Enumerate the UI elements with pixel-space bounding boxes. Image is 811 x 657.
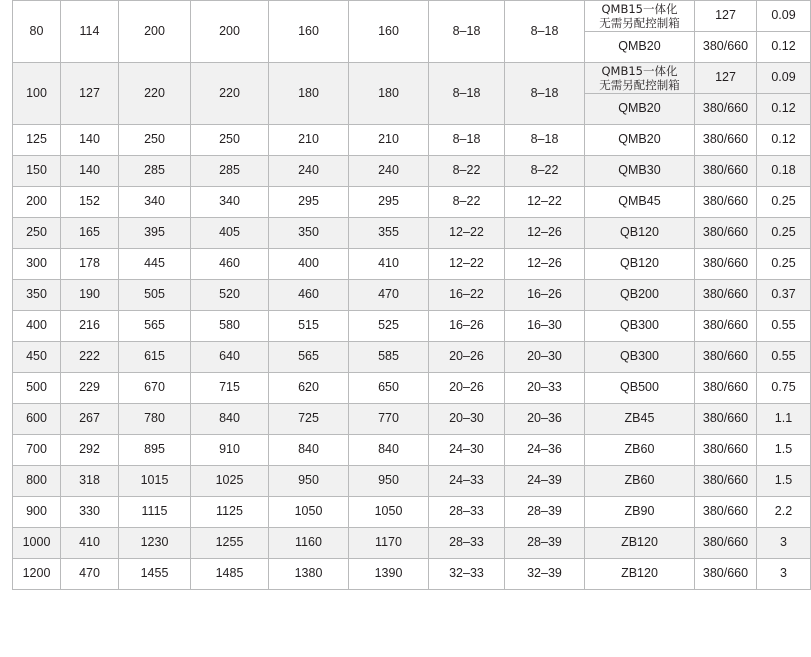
cell-b: 565 — [119, 311, 191, 342]
cell-voltage: 380/660 — [695, 466, 757, 497]
cell-e: 950 — [349, 466, 429, 497]
cell-d: 620 — [269, 373, 349, 404]
cell-a: 292 — [61, 435, 119, 466]
cell-model: QMB20 — [585, 94, 695, 125]
cell-power: 0.25 — [757, 187, 811, 218]
cell-power: 1.1 — [757, 404, 811, 435]
cell-c: 715 — [191, 373, 269, 404]
cell-d: 1050 — [269, 497, 349, 528]
cell-model: QMB45 — [585, 187, 695, 218]
cell-power: 3 — [757, 559, 811, 590]
table-row — [13, 528, 811, 559]
cell-g: 20–36 — [505, 404, 585, 435]
cell-power: 0.12 — [757, 125, 811, 156]
cell-d: 1160 — [269, 528, 349, 559]
cell-b: 285 — [119, 156, 191, 187]
cell-b: 615 — [119, 342, 191, 373]
cell-d: 950 — [269, 466, 349, 497]
cell-e: 525 — [349, 311, 429, 342]
cell-g: 24–36 — [505, 435, 585, 466]
cell-d: 160 — [269, 1, 349, 63]
table-row — [13, 1, 811, 32]
cell-b: 1230 — [119, 528, 191, 559]
cell-d: 460 — [269, 280, 349, 311]
cell-b: 220 — [119, 63, 191, 125]
cell-power: 0.09 — [757, 63, 811, 94]
cell-dn: 80 — [13, 1, 61, 63]
table-row — [13, 125, 811, 156]
cell-dn: 1000 — [13, 528, 61, 559]
cell-e: 585 — [349, 342, 429, 373]
cell-model: QB120 — [585, 249, 695, 280]
cell-f: 12–22 — [429, 218, 505, 249]
cell-e: 1050 — [349, 497, 429, 528]
cell-power: 0.25 — [757, 218, 811, 249]
table-row — [13, 373, 811, 404]
cell-d: 400 — [269, 249, 349, 280]
cell-model — [585, 63, 695, 94]
cell-voltage: 380/660 — [695, 435, 757, 466]
cell-a: 318 — [61, 466, 119, 497]
cell-g: 32–39 — [505, 559, 585, 590]
table-row — [13, 63, 811, 94]
cell-c: 200 — [191, 1, 269, 63]
table-body — [13, 1, 811, 590]
cell-d: 840 — [269, 435, 349, 466]
cell-e: 770 — [349, 404, 429, 435]
cell-voltage: 380/660 — [695, 528, 757, 559]
cell-voltage: 380/660 — [695, 497, 757, 528]
cell-b: 445 — [119, 249, 191, 280]
cell-f: 16–22 — [429, 280, 505, 311]
cell-b: 340 — [119, 187, 191, 218]
cell-voltage: 380/660 — [695, 404, 757, 435]
cell-c: 1125 — [191, 497, 269, 528]
cell-e: 650 — [349, 373, 429, 404]
table-row — [13, 497, 811, 528]
cell-voltage: 380/660 — [695, 218, 757, 249]
cell-f: 20–26 — [429, 373, 505, 404]
cell-voltage: 127 — [695, 63, 757, 94]
cell-g: 28–39 — [505, 497, 585, 528]
cell-e: 240 — [349, 156, 429, 187]
cell-model — [585, 1, 695, 32]
cell-model: ZB120 — [585, 528, 695, 559]
table-row — [13, 249, 811, 280]
cell-model: QB120 — [585, 218, 695, 249]
cell-dn: 1200 — [13, 559, 61, 590]
cell-g: 24–39 — [505, 466, 585, 497]
cell-dn: 600 — [13, 404, 61, 435]
cell-b: 1115 — [119, 497, 191, 528]
cell-d: 515 — [269, 311, 349, 342]
cell-c: 1485 — [191, 559, 269, 590]
table-row — [13, 218, 811, 249]
cell-a: 140 — [61, 125, 119, 156]
cell-f: 8–22 — [429, 156, 505, 187]
cell-g: 12–26 — [505, 249, 585, 280]
cell-voltage: 380/660 — [695, 342, 757, 373]
cell-d: 350 — [269, 218, 349, 249]
cell-c: 1025 — [191, 466, 269, 497]
cell-power: 0.09 — [757, 1, 811, 32]
cell-a: 140 — [61, 156, 119, 187]
cell-d: 180 — [269, 63, 349, 125]
cell-f: 12–22 — [429, 249, 505, 280]
cell-g: 16–30 — [505, 311, 585, 342]
cell-g: 12–22 — [505, 187, 585, 218]
cell-g: 12–26 — [505, 218, 585, 249]
cell-f: 8–22 — [429, 187, 505, 218]
cell-dn: 450 — [13, 342, 61, 373]
cell-e: 1390 — [349, 559, 429, 590]
cell-voltage: 380/660 — [695, 32, 757, 63]
cell-voltage: 127 — [695, 1, 757, 32]
cell-voltage: 380/660 — [695, 311, 757, 342]
cell-dn: 800 — [13, 466, 61, 497]
cell-b: 780 — [119, 404, 191, 435]
cell-f: 8–18 — [429, 63, 505, 125]
cell-voltage: 380/660 — [695, 280, 757, 311]
cell-b: 670 — [119, 373, 191, 404]
cell-e: 1170 — [349, 528, 429, 559]
cell-g: 16–26 — [505, 280, 585, 311]
cell-b: 395 — [119, 218, 191, 249]
cell-e: 410 — [349, 249, 429, 280]
cell-dn: 500 — [13, 373, 61, 404]
cell-f: 20–26 — [429, 342, 505, 373]
cell-f: 28–33 — [429, 528, 505, 559]
cell-model: QB200 — [585, 280, 695, 311]
cell-power: 3 — [757, 528, 811, 559]
cell-b: 1455 — [119, 559, 191, 590]
cell-b: 505 — [119, 280, 191, 311]
cell-c: 460 — [191, 249, 269, 280]
cell-a: 165 — [61, 218, 119, 249]
cell-c: 220 — [191, 63, 269, 125]
cell-c: 285 — [191, 156, 269, 187]
cell-model: QB500 — [585, 373, 695, 404]
cell-model: QB300 — [585, 342, 695, 373]
cell-dn: 200 — [13, 187, 61, 218]
cell-a: 229 — [61, 373, 119, 404]
cell-c: 250 — [191, 125, 269, 156]
cell-e: 160 — [349, 1, 429, 63]
cell-power: 0.55 — [757, 311, 811, 342]
cell-voltage: 380/660 — [695, 559, 757, 590]
cell-a: 190 — [61, 280, 119, 311]
table-row — [13, 559, 811, 590]
cell-f: 28–33 — [429, 497, 505, 528]
cell-c: 640 — [191, 342, 269, 373]
cell-a: 127 — [61, 63, 119, 125]
cell-voltage: 380/660 — [695, 94, 757, 125]
cell-b: 1015 — [119, 466, 191, 497]
cell-f: 8–18 — [429, 1, 505, 63]
cell-dn: 400 — [13, 311, 61, 342]
cell-model: ZB60 — [585, 435, 695, 466]
cell-dn: 300 — [13, 249, 61, 280]
cell-power: 0.18 — [757, 156, 811, 187]
cell-c: 1255 — [191, 528, 269, 559]
cell-a: 330 — [61, 497, 119, 528]
model-text-line: QMB15一体化 — [601, 63, 678, 78]
cell-d: 565 — [269, 342, 349, 373]
cell-voltage: 380/660 — [695, 187, 757, 218]
cell-dn: 250 — [13, 218, 61, 249]
cell-f: 24–30 — [429, 435, 505, 466]
cell-e: 355 — [349, 218, 429, 249]
cell-c: 580 — [191, 311, 269, 342]
cell-g: 8–18 — [505, 125, 585, 156]
specification-table — [12, 0, 811, 590]
cell-e: 470 — [349, 280, 429, 311]
cell-model: ZB90 — [585, 497, 695, 528]
cell-g: 28–39 — [505, 528, 585, 559]
cell-power: 2.2 — [757, 497, 811, 528]
cell-a: 222 — [61, 342, 119, 373]
cell-a: 470 — [61, 559, 119, 590]
cell-c: 520 — [191, 280, 269, 311]
cell-model: QMB30 — [585, 156, 695, 187]
cell-d: 240 — [269, 156, 349, 187]
cell-f: 8–18 — [429, 125, 505, 156]
cell-d: 295 — [269, 187, 349, 218]
cell-e: 210 — [349, 125, 429, 156]
cell-e: 295 — [349, 187, 429, 218]
model-text-line: 无需另配控制箱 — [599, 78, 680, 92]
table-row — [13, 156, 811, 187]
table-row — [13, 404, 811, 435]
cell-a: 114 — [61, 1, 119, 63]
cell-g: 8–18 — [505, 63, 585, 125]
table-row — [13, 280, 811, 311]
cell-a: 267 — [61, 404, 119, 435]
cell-e: 840 — [349, 435, 429, 466]
table-row — [13, 466, 811, 497]
cell-voltage: 380/660 — [695, 373, 757, 404]
cell-power: 0.25 — [757, 249, 811, 280]
cell-dn: 125 — [13, 125, 61, 156]
table-row — [13, 342, 811, 373]
model-text-line: 无需另配控制箱 — [599, 16, 680, 30]
cell-voltage: 380/660 — [695, 156, 757, 187]
cell-model: QMB20 — [585, 125, 695, 156]
cell-model: ZB45 — [585, 404, 695, 435]
cell-dn: 100 — [13, 63, 61, 125]
cell-a: 178 — [61, 249, 119, 280]
cell-power: 0.12 — [757, 94, 811, 125]
cell-b: 200 — [119, 1, 191, 63]
cell-f: 24–33 — [429, 466, 505, 497]
cell-model: QB300 — [585, 311, 695, 342]
cell-power: 1.5 — [757, 435, 811, 466]
cell-model: QMB20 — [585, 32, 695, 63]
cell-g: 20–33 — [505, 373, 585, 404]
cell-voltage: 380/660 — [695, 249, 757, 280]
cell-dn: 150 — [13, 156, 61, 187]
cell-power: 0.75 — [757, 373, 811, 404]
cell-model: ZB120 — [585, 559, 695, 590]
cell-c: 340 — [191, 187, 269, 218]
cell-g: 8–18 — [505, 1, 585, 63]
cell-f: 32–33 — [429, 559, 505, 590]
cell-e: 180 — [349, 63, 429, 125]
cell-dn: 900 — [13, 497, 61, 528]
cell-dn: 350 — [13, 280, 61, 311]
cell-a: 152 — [61, 187, 119, 218]
table-row — [13, 187, 811, 218]
table-row — [13, 435, 811, 466]
cell-f: 20–30 — [429, 404, 505, 435]
model-text-line: QMB15一体化 — [601, 1, 678, 16]
cell-c: 910 — [191, 435, 269, 466]
cell-d: 1380 — [269, 559, 349, 590]
table-row — [13, 311, 811, 342]
cell-d: 725 — [269, 404, 349, 435]
cell-c: 405 — [191, 218, 269, 249]
cell-power: 0.37 — [757, 280, 811, 311]
cell-f: 16–26 — [429, 311, 505, 342]
cell-dn: 700 — [13, 435, 61, 466]
cell-d: 210 — [269, 125, 349, 156]
cell-power: 0.55 — [757, 342, 811, 373]
cell-power: 1.5 — [757, 466, 811, 497]
cell-power: 0.12 — [757, 32, 811, 63]
cell-a: 410 — [61, 528, 119, 559]
cell-c: 840 — [191, 404, 269, 435]
cell-b: 250 — [119, 125, 191, 156]
cell-g: 20–30 — [505, 342, 585, 373]
cell-model: ZB60 — [585, 466, 695, 497]
cell-a: 216 — [61, 311, 119, 342]
cell-b: 895 — [119, 435, 191, 466]
cell-voltage: 380/660 — [695, 125, 757, 156]
cell-g: 8–22 — [505, 156, 585, 187]
